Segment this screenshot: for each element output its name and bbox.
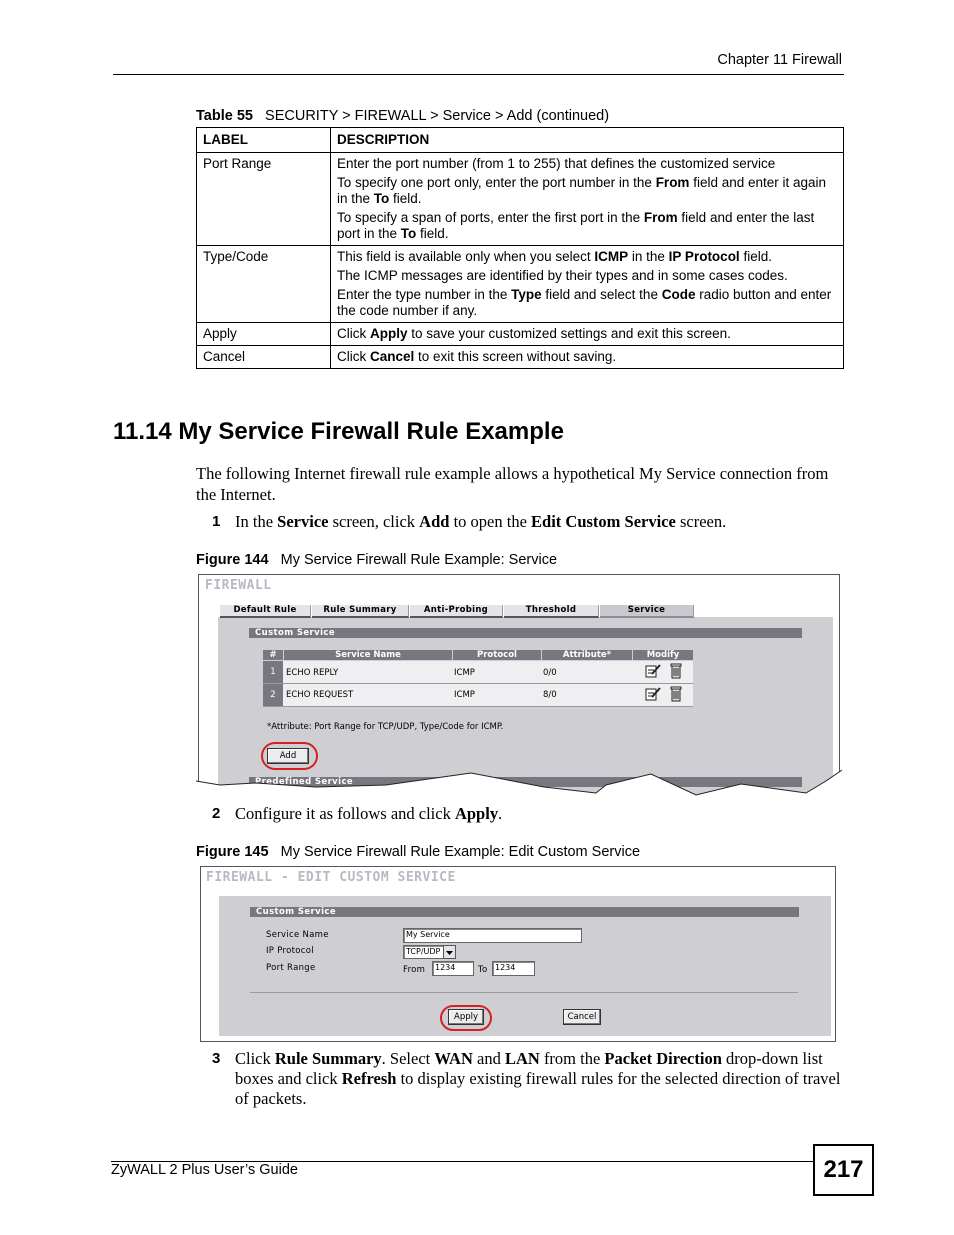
col-attribute-header: Attribute*: [542, 650, 632, 660]
row-description: [331, 153, 844, 246]
apply-button[interactable]: Apply: [448, 1009, 484, 1025]
step-text: Click Rule Summary. Select WAN and LAN from the Packet Direction drop-down list boxes and click Refresh to display existing firewall rules for the selected direction of travel of packets.: [235, 1049, 841, 1108]
col-protocol-header: Protocol: [453, 650, 541, 660]
step-number: 3: [212, 1050, 221, 1067]
tab-threshold[interactable]: Threshold: [504, 605, 599, 618]
chapter-header: Chapter 11 Firewall: [717, 52, 842, 68]
tab-anti-probing[interactable]: Anti-Probing: [410, 605, 503, 618]
table-header-row: [197, 128, 844, 153]
row-label: Apply: [197, 323, 331, 346]
step-number: 1: [212, 513, 221, 530]
delete-icon[interactable]: [669, 663, 683, 684]
table-row: [197, 323, 844, 346]
edit-icon[interactable]: [645, 663, 661, 684]
attribute-cell: 8/0: [543, 690, 557, 700]
tab-service[interactable]: Service: [600, 605, 694, 618]
page-number: 217: [813, 1144, 874, 1196]
table-caption-text: SECURITY > FIREWALL > Service > Add (continued): [265, 108, 610, 124]
row-description: [331, 246, 844, 323]
table-row: [197, 153, 844, 246]
row-description: Click Apply to save your customized settings and exit this screen.: [331, 323, 844, 346]
add-button[interactable]: Add: [267, 748, 309, 764]
intro-paragraph: The following Internet firewall rule example allows a hypothetical My Service connection from the Internet.: [196, 464, 829, 504]
row-number: 1: [263, 661, 283, 683]
row-label: Type/Code: [197, 246, 331, 323]
desc-paragraph: The ICMP messages are identified by their types and in some cases codes.: [337, 268, 788, 283]
service-name-label: Service Name: [266, 930, 329, 940]
table-row: [197, 246, 844, 323]
cancel-button[interactable]: Cancel: [563, 1009, 601, 1025]
step-number: 2: [212, 805, 221, 822]
table-caption: [196, 108, 609, 124]
ip-protocol-select[interactable]: TCP/UDP: [403, 945, 445, 959]
desc-paragraph: Enter the type number in the Type field and select the Code radio button and enter the code number if any.: [337, 287, 832, 318]
col-description-header: DESCRIPTION: [331, 128, 844, 153]
protocol-cell: ICMP: [454, 668, 475, 678]
desc-paragraph: To specify a span of ports, enter the first port in the From field and enter the last port in the To field.: [337, 210, 815, 241]
figure-caption: Figure 144 My Service Firewall Rule Example: Service: [196, 552, 558, 568]
divider: [250, 992, 798, 993]
section-heading: 11.14 My Service Firewall Rule Example: [113, 418, 564, 445]
desc-paragraph: This field is available only when you select ICMP in the IP Protocol field.: [337, 249, 772, 264]
row-label: Cancel: [197, 346, 331, 369]
chevron-down-icon[interactable]: [443, 945, 456, 959]
torn-edge-graphic: [196, 765, 842, 800]
screen-title: FIREWALL - EDIT CUSTOM SERVICE: [206, 870, 456, 885]
step-text: In the Service screen, click Add to open the Edit Custom Service screen.: [235, 512, 727, 531]
row-description: Click Cancel to exit this screen without saving.: [331, 346, 844, 369]
tab-default-rule[interactable]: Default Rule: [220, 605, 311, 618]
desc-paragraph: To specify one port only, enter the port number in the From field and enter it again in the To field.: [337, 175, 827, 206]
figure-caption: Figure 145 My Service Firewall Rule Example: Edit Custom Service: [196, 844, 641, 860]
ip-protocol-label: IP Protocol: [266, 946, 314, 956]
service-name-input[interactable]: My Service: [403, 928, 582, 943]
edit-icon[interactable]: [645, 686, 661, 707]
guide-title: ZyWALL 2 Plus User’s Guide: [111, 1162, 298, 1178]
port-from-input[interactable]: 1234: [432, 961, 474, 976]
table-caption-number: Table 55: [196, 108, 253, 124]
predefined-service-bar: Predefined Service: [249, 777, 802, 787]
tab-rule-summary[interactable]: Rule Summary: [312, 605, 409, 618]
port-to-input[interactable]: 1234: [492, 961, 535, 976]
col-label-header: LABEL: [197, 128, 331, 153]
col-service-name-header: Service Name: [284, 650, 452, 660]
protocol-cell: ICMP: [454, 690, 475, 700]
description-table: [196, 127, 844, 369]
to-label: To: [478, 965, 488, 975]
attribute-cell: 0/0: [543, 668, 557, 678]
step-text: Configure it as follows and click Apply.: [235, 804, 503, 823]
custom-service-bar: Custom Service: [250, 907, 799, 917]
port-range-label: Port Range: [266, 963, 316, 973]
delete-icon[interactable]: [669, 686, 683, 707]
row-label: Port Range: [197, 153, 331, 246]
custom-service-bar: Custom Service: [249, 628, 802, 638]
service-name-cell: ECHO REQUEST: [286, 690, 354, 700]
screen-title: FIREWALL: [205, 578, 272, 593]
table-row: [197, 346, 844, 369]
header-rule: [113, 74, 844, 75]
attribute-note: *Attribute: Port Range for TCP/UDP, Type/Code for ICMP.: [267, 722, 504, 732]
from-label: From: [403, 965, 426, 975]
row-number: 2: [263, 684, 283, 706]
desc-paragraph: Enter the port number (from 1 to 255) that defines the customized service: [337, 156, 776, 171]
col-modify-header: Modify: [633, 650, 693, 660]
service-name-cell: ECHO REPLY: [286, 668, 339, 678]
col-number-header: #: [263, 650, 283, 660]
